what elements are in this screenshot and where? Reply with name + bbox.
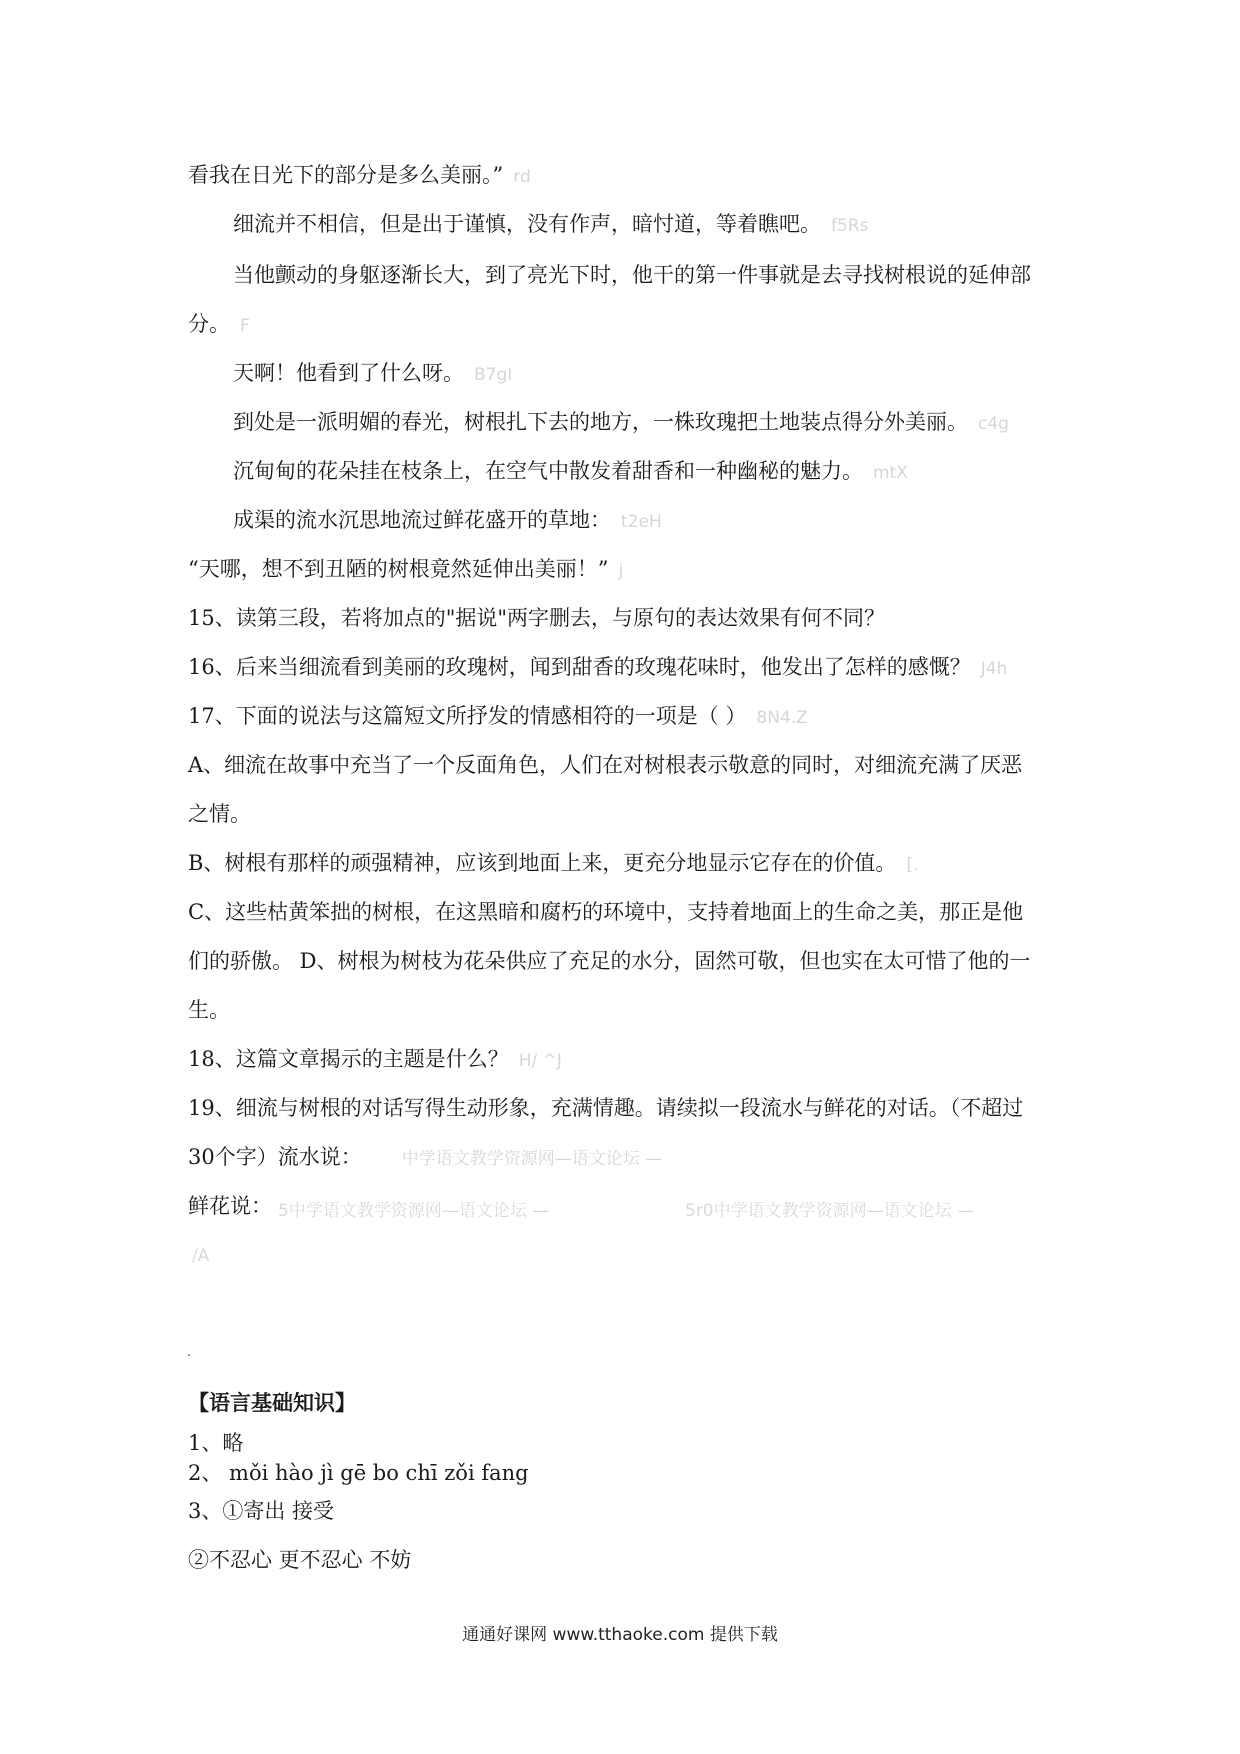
option-d-cont: 生。 bbox=[188, 998, 230, 1022]
watermark-text: j bbox=[618, 561, 624, 581]
answer-3-cont: ②不忍心 更不忍心 不妨 bbox=[188, 1548, 412, 1572]
speck bbox=[188, 1354, 190, 1356]
passage-line: 看我在日光下的部分是多么美丽。” rd bbox=[188, 163, 531, 187]
passage-line: “天哪，想不到丑陋的树根竟然延伸出美丽！” j bbox=[188, 557, 624, 581]
passage-line: 到处是一派明媚的春光，树根扎下去的地方，一株玫瑰把土地装点得分外美丽。 c4g bbox=[233, 410, 1009, 434]
question-19-cont: 30个字）流水说： 中学语文教学资源网—语文论坛 — bbox=[188, 1145, 663, 1169]
option-a-cont: 之情。 bbox=[188, 802, 251, 826]
passage-line: 当他颤动的身躯逐渐长大，到了亮光下时，他干的第一件事就是去寻找树根说的延伸部 bbox=[233, 263, 1031, 287]
watermark-text: [. bbox=[906, 855, 919, 875]
watermark-text: rd bbox=[513, 167, 531, 187]
question-17: 17、下面的说法与这篇短文所抒发的情感相符的一项是（ ） 8N4.Z bbox=[188, 704, 808, 728]
passage-line: 沉甸甸的花朵挂在枝条上，在空气中散发着甜香和一种幽秘的魅力。 mtX bbox=[233, 459, 908, 483]
watermark-text: 5r0中学语文教学资源网—语文论坛 — bbox=[685, 1201, 975, 1221]
watermark-text: B7gI bbox=[474, 365, 513, 385]
passage-line: 天啊！他看到了什么呀。 B7gI bbox=[233, 361, 513, 385]
option-c-d: 们的骄傲。 D、树根为树枝为花朵供应了充足的水分，固然可敬，但也实在太可惜了他的一 bbox=[188, 949, 1031, 973]
passage-line: 细流并不相信，但是出于谨慎，没有作声，暗忖道，等着瞧吧。 f5Rs bbox=[233, 212, 869, 236]
option-b: B、树根有那样的顽强精神，应该到地面上来，更充分地显示它存在的价值。 [. bbox=[188, 851, 919, 875]
watermark-text: t2eH bbox=[621, 512, 662, 532]
watermark-text: F bbox=[240, 316, 250, 336]
watermark-text: mtX bbox=[873, 463, 908, 483]
answer-2-pinyin: 2、 mǒi hào jì gē bo chī zǒi fang bbox=[188, 1461, 529, 1485]
watermark-text: c4g bbox=[978, 414, 1009, 434]
question-16: 16、后来当细流看到美丽的玫瑰树，闻到甜香的玫瑰花味时，他发出了怎样的感慨？ J4h bbox=[188, 655, 1008, 679]
answer-3: 3、①寄出 接受 bbox=[188, 1499, 335, 1523]
answer-1: 1、略 bbox=[188, 1431, 244, 1455]
watermark-text: 8N4.Z bbox=[756, 708, 808, 728]
passage-line: 分。 F bbox=[188, 312, 250, 336]
watermark-text: H/ ^J bbox=[518, 1051, 562, 1071]
answers-heading: 【语言基础知识】 bbox=[188, 1391, 356, 1415]
passage-line: 成渠的流水沉思地流过鲜花盛开的草地： t2eH bbox=[233, 508, 662, 532]
watermark-text: 中学语文教学资源网—语文论坛 — bbox=[401, 1149, 663, 1169]
option-c: C、这些枯黄笨拙的树根，在这黑暗和腐朽的环境中，支持着地面上的生命之美，那正是他 bbox=[188, 900, 1024, 924]
watermark-text: f5Rs bbox=[831, 216, 869, 236]
watermark-text: 5中学语文教学资源网—语文论坛 — bbox=[278, 1201, 550, 1221]
answer-flower-line: 鲜花说： bbox=[188, 1194, 272, 1218]
question-18: 18、这篇文章揭示的主题是什么？ H/ ^J bbox=[188, 1047, 562, 1071]
watermark-text: /A bbox=[192, 1246, 210, 1266]
question-19: 19、细流与树根的对话写得生动形象，充满情趣。请续拟一段流水与鲜花的对话。（不超过 bbox=[188, 1096, 1024, 1120]
option-a: A、细流在故事中充当了一个反面角色，人们在对树根表示敬意的同时，对细流充满了厌恶 bbox=[188, 753, 1023, 777]
page-footer: 通通好课网 www.tthaoke.com 提供下载 bbox=[462, 1625, 778, 1645]
question-15: 15、读第三段，若将加点的"据说"两字删去，与原句的表达效果有何不同？ bbox=[188, 606, 886, 630]
watermark-text: J4h bbox=[980, 659, 1008, 679]
